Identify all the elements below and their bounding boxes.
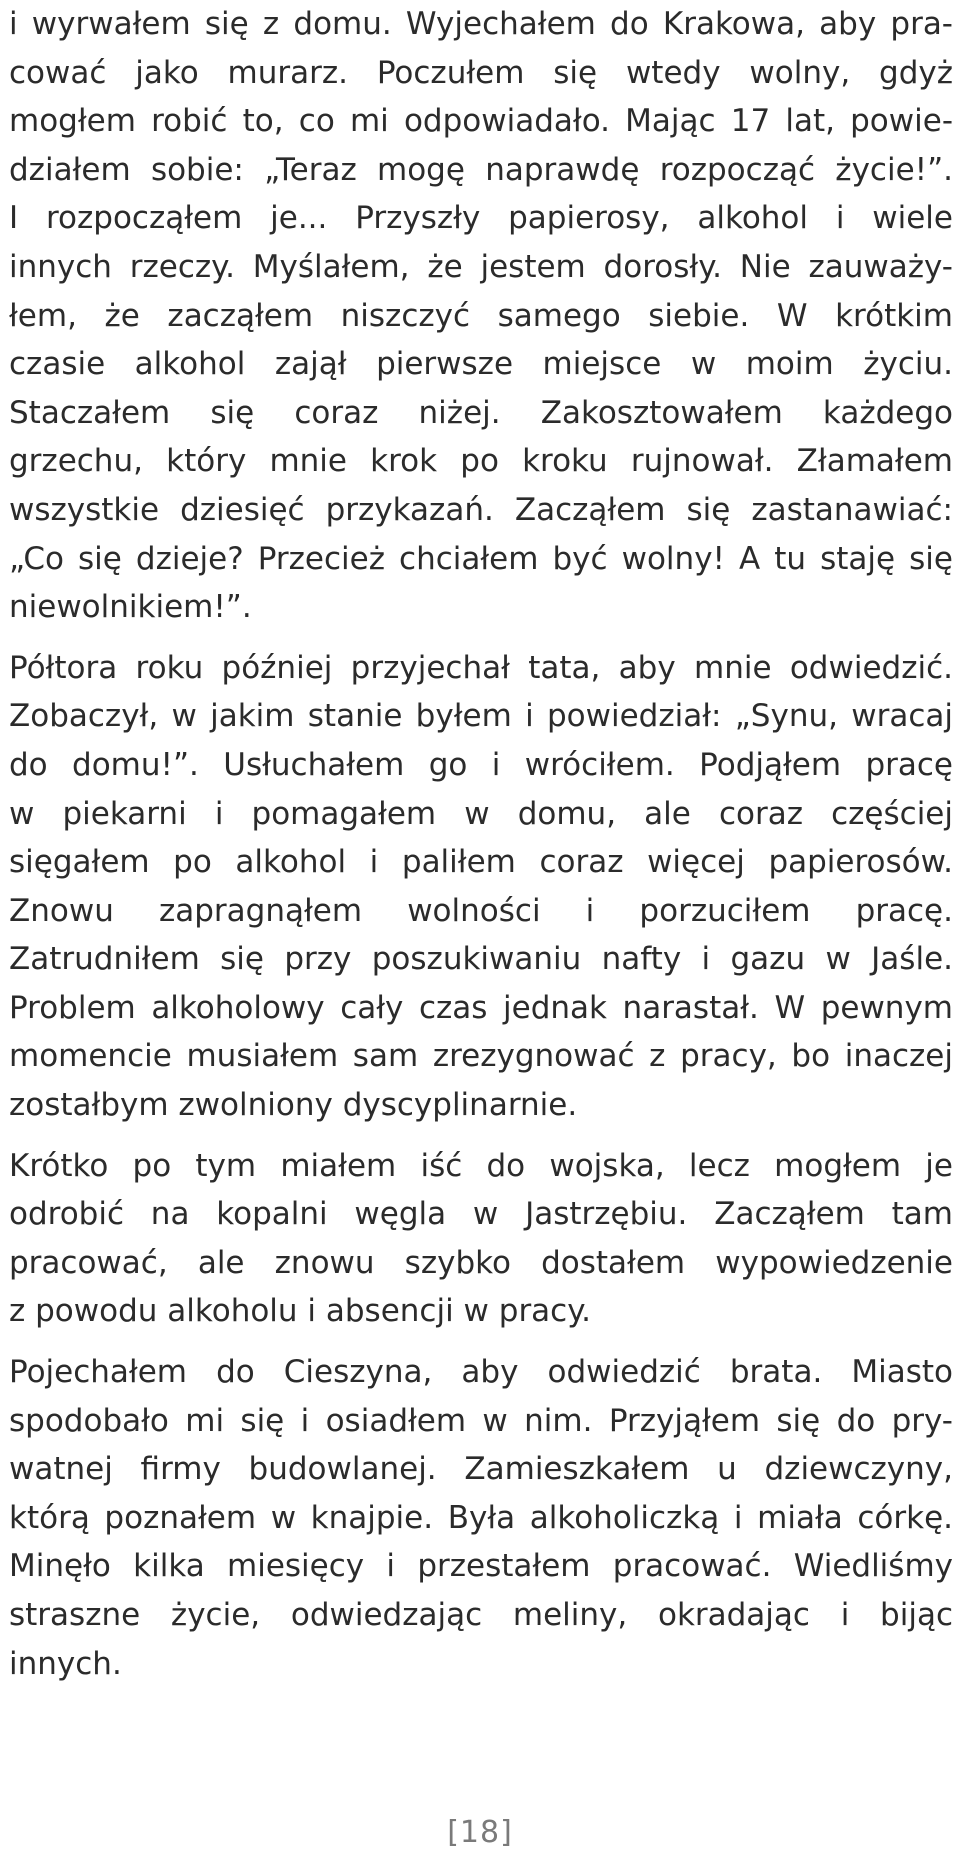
page-number: [18] [447, 1815, 513, 1850]
paragraph [9, 644, 953, 1130]
text-line: Problem alkoholowy cały czas jednak narastał. W pewnym [9, 989, 953, 1026]
text-line: innych rzeczy. Myślałem, że jestem dorosły. Nie zauważy- [9, 248, 953, 285]
text-line: Staczałem się coraz niżej. Zakosztowałem każdego [9, 394, 953, 431]
text-line: Zatrudniłem się przy poszukiwaniu nafty i gazu w Jaśle. [9, 941, 953, 978]
text-line: cować jako murarz. Poczułem się wtedy wolny, gdyż [9, 54, 953, 91]
text-line: Półtora roku później przyjechał tata, aby mnie odwiedzić. [9, 649, 953, 686]
text-line: którą poznałem w knajpie. Była alkoholiczką i miała córkę. [9, 1499, 953, 1536]
text-line: Krótko po tym miałem iść do wojska, lecz mogłem je [9, 1147, 953, 1184]
text-line: I rozpocząłem je... Przyszły papierosy, alkohol i wiele [9, 200, 953, 237]
text-line: momencie musiałem sam zrezygnować z pracy, bo inaczej [9, 1038, 953, 1075]
paragraph [9, 1142, 953, 1336]
text-line: Pojechałem do Cieszyna, aby odwiedzić brata. Miasto [9, 1354, 953, 1391]
text-line: i wyrwałem się z domu. Wyjechałem do Krakowa, aby pra- [9, 6, 953, 42]
text-line: zostałbym zwolniony dyscyplinarnie. [9, 1087, 578, 1124]
text-line: Minęło kilka miesięcy i przestałem pracować. Wiedliśmy [9, 1548, 953, 1585]
paragraph [9, 1348, 953, 1688]
paragraph [9, 0, 953, 632]
text-line: straszne życie, odwiedzając meliny, okradając i bijąc [9, 1597, 953, 1633]
document-page [9, 0, 953, 1688]
text-line: z powodu alkoholu i absencji w pracy. [9, 1293, 592, 1330]
text-line: w piekarni i pomagałem w domu, ale coraz częściej [9, 795, 953, 832]
text-line: niewolnikiem!”. [9, 589, 252, 626]
text-line: mogłem robić to, co mi odpowiadało. Mając 17 lat, powie- [9, 103, 953, 140]
text-line: odrobić na kopalni węgla w Jastrzębiu. Zacząłem tam [9, 1196, 953, 1233]
text-line: Znowu zapragnąłem wolności i porzuciłem pracę. [9, 892, 953, 929]
text-line: „Co się dzieje? Przecież chciałem być wolny! A tu staję się [9, 540, 953, 577]
text-line: watnej firmy budowlanej. Zamieszkałem u dziewczyny, [9, 1451, 953, 1488]
text-line: pracować, ale znowu szybko dostałem wypowiedzenie [9, 1244, 953, 1281]
text-line: grzechu, który mnie krok po kroku rujnował. Złamałem [9, 443, 953, 480]
text-line: Zobaczył, w jakim stanie byłem i powiedział: „Synu, wracaj [9, 698, 953, 735]
text-line: innych. [9, 1645, 122, 1682]
text-line: wszystkie dziesięć przykazań. Zacząłem się zastanawiać: [9, 491, 953, 528]
text-line: czasie alkohol zajął pierwsze miejsce w moim życiu. [9, 346, 953, 383]
text-line: spodobało mi się i osiadłem w nim. Przyjąłem się do pry- [9, 1402, 953, 1439]
text-line: łem, że zacząłem niszczyć samego siebie. W krótkim [9, 297, 953, 334]
text-line: działem sobie: „Teraz mogę naprawdę rozpocząć życie!”. [9, 151, 953, 188]
text-line: sięgałem po alkohol i paliłem coraz więcej papierosów. [9, 844, 953, 881]
text-line: do domu!”. Usłuchałem go i wróciłem. Podjąłem pracę [9, 746, 953, 783]
